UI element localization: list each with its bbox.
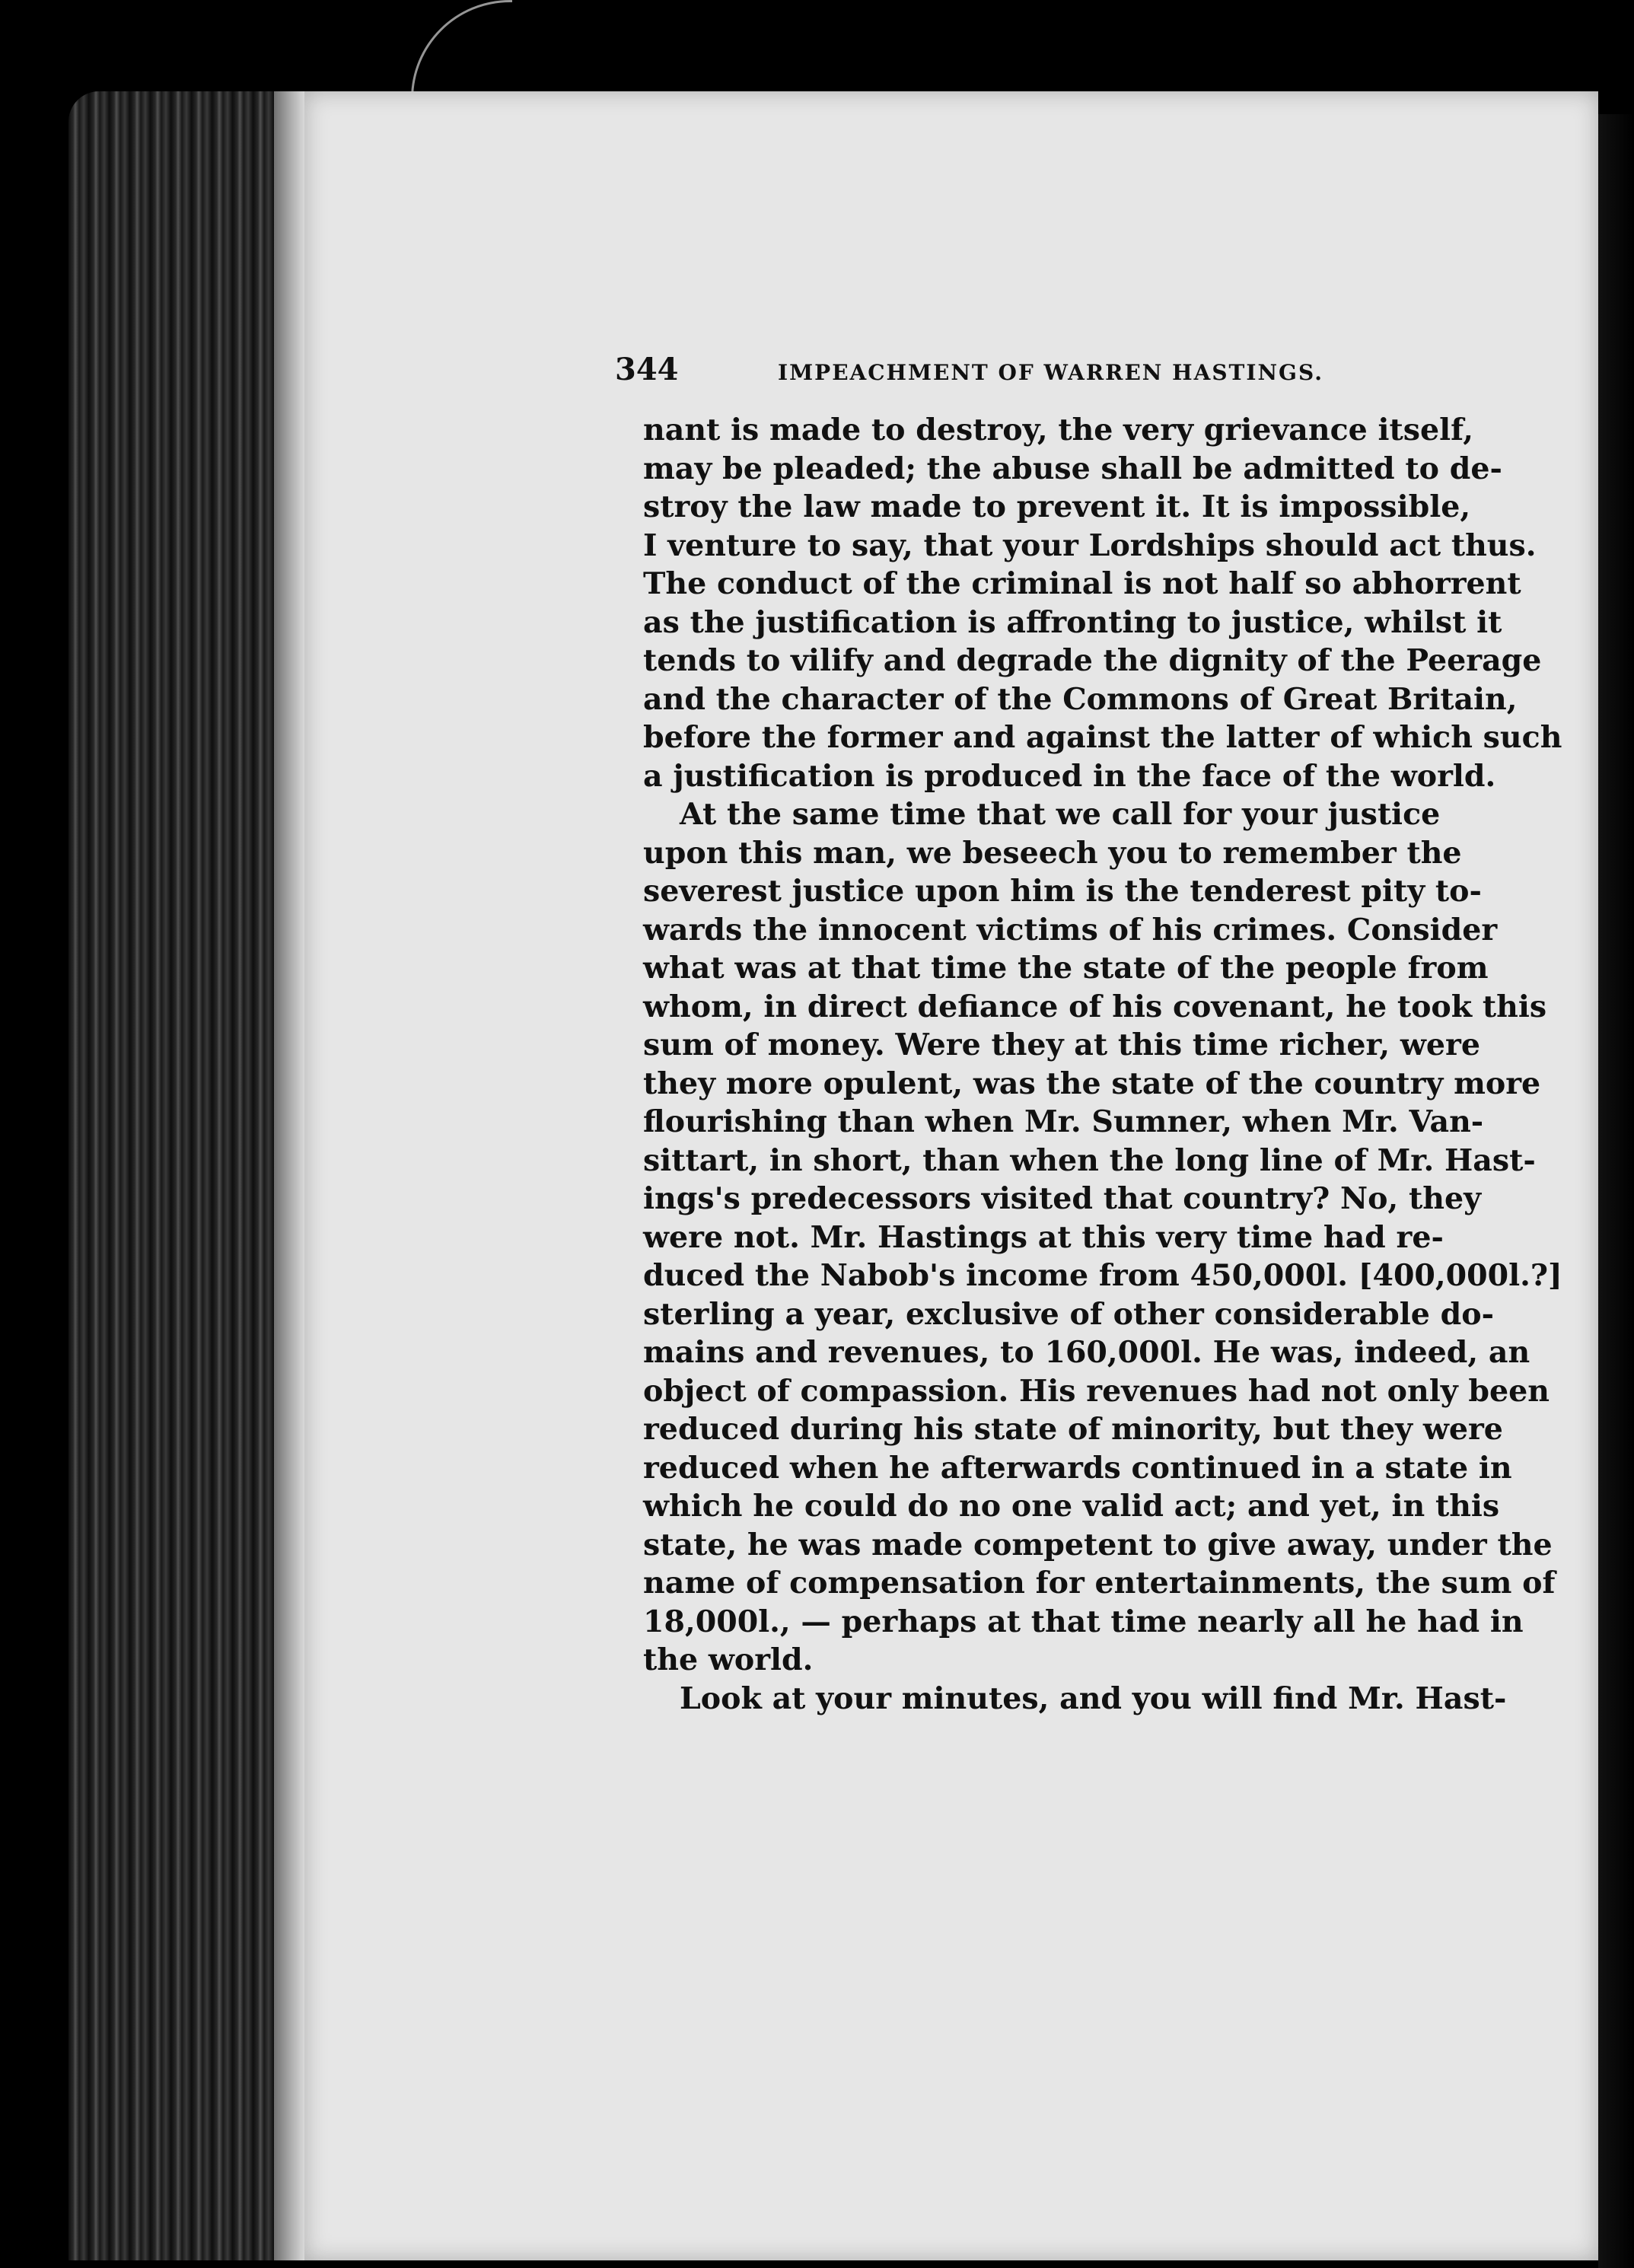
text-line: flourishing than when Mr. Sumner, when Mr. Van- bbox=[643, 1104, 1484, 1139]
text-line: wards the innocent victims of his crimes. Consider bbox=[643, 912, 1498, 948]
text-line: stroy the law made to prevent it. It is impossible, bbox=[643, 489, 1471, 524]
text-line: The conduct of the criminal is not half so abhorrent bbox=[643, 566, 1521, 601]
text-line: mains and revenues, to 160,000l. He was, indeed, an bbox=[643, 1335, 1530, 1370]
text-line: At the same time that we call for your justice bbox=[680, 797, 1441, 832]
text-line: severest justice upon him is the tenderest pity to- bbox=[643, 874, 1482, 909]
text-line: name of compensation for entertainments, the sum of bbox=[643, 1566, 1556, 1601]
text-line: and the character of the Commons of Great Britain, bbox=[643, 681, 1518, 717]
paragraph bbox=[643, 1680, 1507, 1719]
text-line: before the former and against the latter of which such bbox=[643, 720, 1562, 755]
page-curl-mark bbox=[411, 0, 512, 101]
text-line: as the justification is affronting to justice, whilst it bbox=[643, 604, 1502, 640]
text-line: object of compassion. His revenues had not only been bbox=[643, 1373, 1550, 1409]
text-line: 18,000l., — perhaps at that time nearly all he had in bbox=[643, 1604, 1524, 1639]
text-line: were not. Mr. Hastings at this very time had re- bbox=[643, 1219, 1444, 1255]
paragraph bbox=[643, 411, 1562, 795]
text-line: may be pleaded; the abuse shall be admitted to de- bbox=[643, 451, 1502, 486]
running-head bbox=[615, 352, 1414, 397]
text-line: whom, in direct defiance of his covenant, he took this bbox=[643, 989, 1547, 1024]
paragraph bbox=[643, 795, 1562, 1680]
text-line: reduced when he afterwards continued in a state in bbox=[643, 1450, 1512, 1486]
text-line: upon this man, we beseech you to remember the bbox=[643, 835, 1462, 871]
body-text bbox=[643, 411, 1562, 1718]
text-line: what was at that time the state of the people from bbox=[643, 951, 1489, 986]
text-line: they more opulent, was the state of the country more bbox=[643, 1066, 1541, 1101]
text-line: state, he was made competent to give away, under the bbox=[643, 1527, 1553, 1562]
text-line: duced the Nabob's income from 450,000l. [400,000l.?] bbox=[643, 1258, 1562, 1293]
text-line: the world. bbox=[643, 1642, 814, 1677]
text-line: sittart, in short, than when the long line of Mr. Hast- bbox=[643, 1142, 1536, 1178]
text-line: ings's predecessors visited that country? No, they bbox=[643, 1181, 1482, 1216]
text-line: I venture to say, that your Lordships should act thus. bbox=[643, 527, 1537, 563]
text-line: tends to vilify and degrade the dignity of the Peerage bbox=[643, 643, 1542, 678]
text-line: sterling a year, exclusive of other considerable do- bbox=[643, 1296, 1494, 1332]
text-line: reduced during his state of minority, but they were bbox=[643, 1412, 1503, 1447]
text-line: sum of money. Were they at this time richer, were bbox=[643, 1027, 1480, 1062]
running-title: IMPEACHMENT OF WARREN HASTINGS. bbox=[778, 360, 1323, 385]
page-right-edge bbox=[1598, 114, 1634, 2268]
text-line: Look at your minutes, and you will find Mr. Hast- bbox=[680, 1680, 1507, 1716]
book-edge bbox=[68, 91, 304, 2260]
text-line: which he could do no one valid act; and yet, in this bbox=[643, 1489, 1500, 1524]
text-line: nant is made to destroy, the very grievance itself, bbox=[643, 413, 1474, 448]
page-number: 344 bbox=[615, 352, 679, 387]
text-line: a justification is produced in the face of the world. bbox=[643, 758, 1496, 794]
